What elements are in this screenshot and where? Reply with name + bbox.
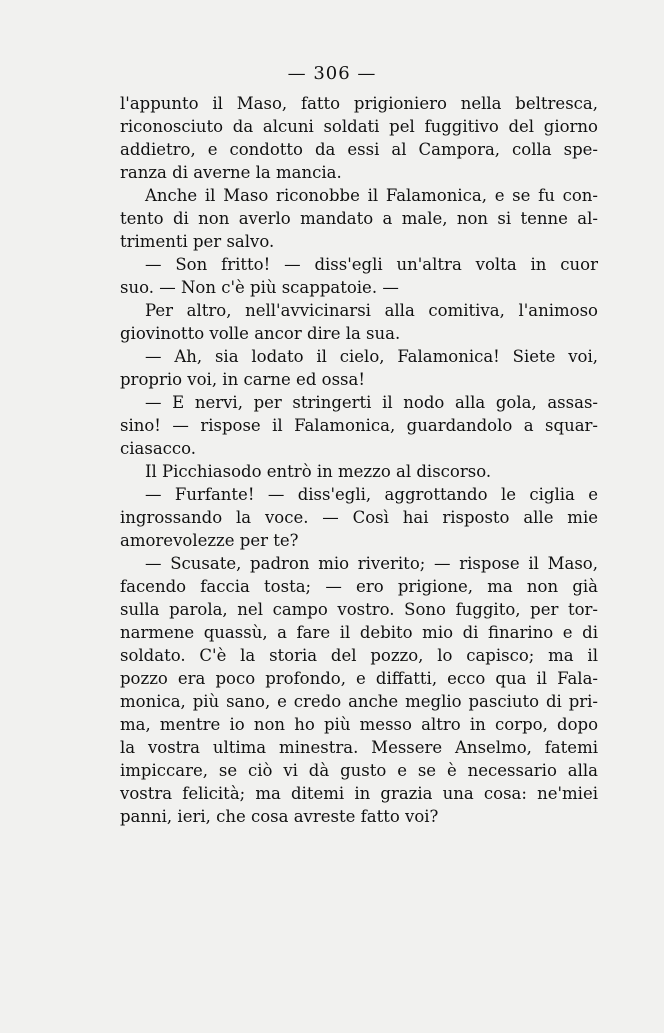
text-line: amorevolezze per te?: [120, 531, 299, 550]
text-line: — E nervi, per stringerti il nodo alla gola, assas-: [145, 393, 598, 412]
text-line: impiccare, se ciò vi dà gusto e se è necessario alla: [120, 761, 598, 780]
text-line: Anche il Maso riconobbe il Falamonica, e se fu con-: [145, 186, 598, 205]
text-line: tento di non averlo mandato a male, non si tenne al-: [120, 209, 598, 228]
text-line: vostra felicità; ma ditemi in grazia una cosa: ne'miei: [120, 784, 598, 803]
text-line: soldato. C'è la storia del pozzo, lo capisco; ma il: [120, 646, 598, 665]
text-line: riconosciuto da alcuni soldati pel fuggitivo del giorno: [120, 117, 598, 136]
text-line: addietro, e condotto da essi al Campora, colla spe-: [120, 140, 598, 159]
text-line: trimenti per salvo.: [120, 232, 275, 251]
text-line: sino! — rispose il Falamonica, guardandolo a squar-: [120, 416, 598, 435]
text-line: proprio voi, in carne ed ossa!: [120, 370, 365, 389]
text-line: — Scusate, padron mio riverito; — rispose il Maso,: [145, 554, 598, 573]
text-line: suo. — Non c'è più scappatoie. —: [120, 278, 399, 297]
text-line: l'appunto il Maso, fatto prigioniero nella beltresca,: [120, 94, 598, 113]
text-line: — Son fritto! — diss'egli un'altra volta in cuor: [145, 255, 598, 274]
text-line: ranza di averne la mancia.: [120, 163, 342, 182]
text-line: Per altro, nell'avvicinarsi alla comitiva, l'animoso: [145, 301, 598, 320]
text-line: — Ah, sia lodato il cielo, Falamonica! Siete voi,: [145, 347, 598, 366]
page-number: — 306 —: [287, 63, 377, 84]
text-line: la vostra ultima minestra. Messere Anselmo, fatemi: [120, 738, 598, 757]
body-text: [120, 92, 598, 828]
text-line: ingrossando la voce. — Così hai risposto alle mie: [120, 508, 598, 527]
text-line: monica, più sano, e credo anche meglio pasciuto di pri-: [120, 692, 598, 711]
text-line: giovinotto volle ancor dire la sua.: [120, 324, 401, 343]
text-line: facendo faccia tosta; — ero prigione, ma non già: [120, 577, 598, 596]
text-line: — Furfante! — diss'egli, aggrottando le ciglia e: [145, 485, 598, 504]
text-line: narmene quassù, a fare il debito mio di finarino e di: [120, 623, 598, 642]
text-line: Il Picchiasodo entrò in mezzo al discorso.: [145, 462, 492, 481]
text-line: sulla parola, nel campo vostro. Sono fuggito, per tor-: [120, 600, 598, 619]
text-line: ciasacco.: [120, 439, 197, 458]
text-line: pozzo era poco profondo, e diffatti, ecco qua il Fala-: [120, 669, 598, 688]
text-line: ma, mentre io non ho più messo altro in corpo, dopo: [120, 715, 598, 734]
text-line: panni, ieri, che cosa avreste fatto voi?: [120, 807, 439, 826]
